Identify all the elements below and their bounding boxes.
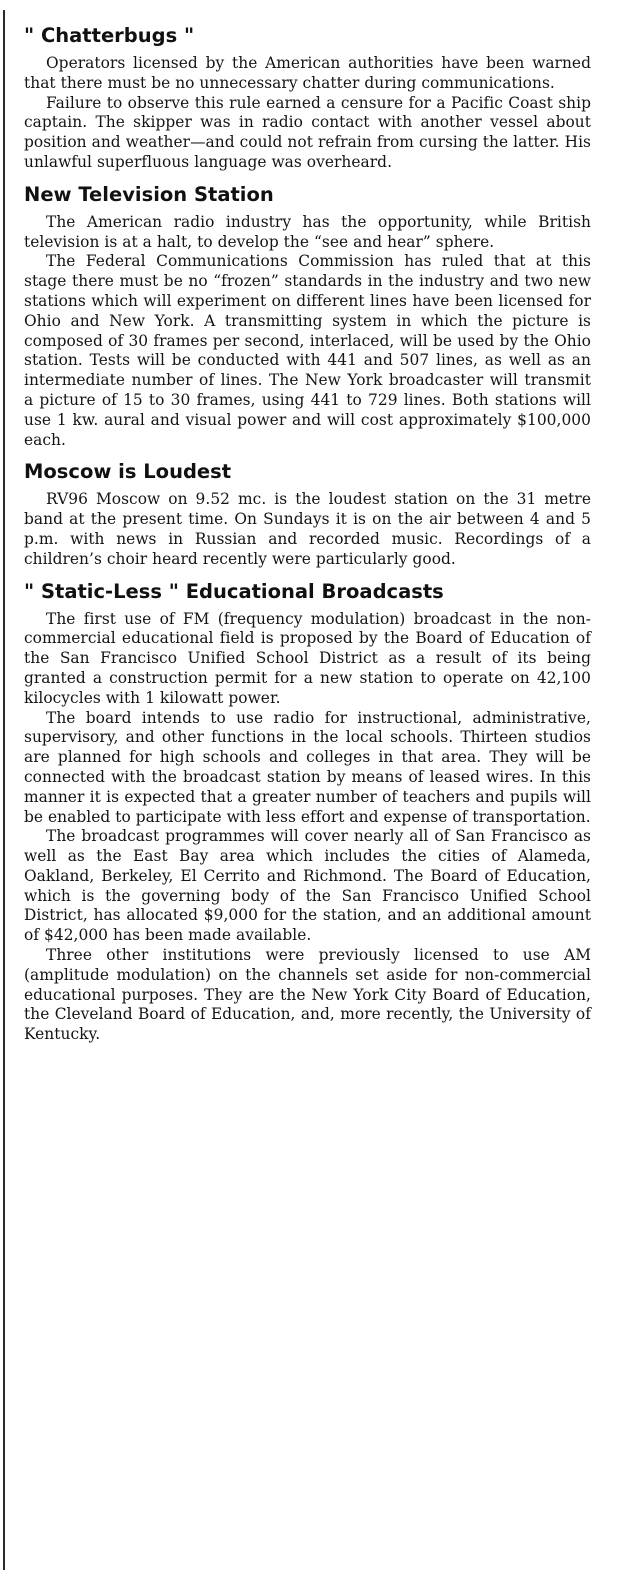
paragraph: Three other institutions were previously licensed to use AM (amplitude modulation) on the channels set aside for non-commercial educational purposes. They are the New York City Board of Education, the Cleveland Board of Education, and, more recently, the University of Kentucky. xyxy=(24,946,591,1044)
section-moscow-is-loudest xyxy=(24,460,591,569)
section-heading: " Static-Less " Educational Broadcasts xyxy=(24,579,444,603)
paragraph: The Federal Communications Commission has ruled that at this stage there must be no “frozen” standards in the industry and two new stations which will experiment on different lines have been licensed for Ohio and New York. A transmitting system in which the picture is composed of 30 frames per second, interlaced, will be used by the Ohio station. Tests will be conducted with 441 and 507 lines, as well as an intermediate number of lines. The New York broadcaster will transmit a picture of 15 to 30 frames, using 441 to 729 lines. Both stations will use 1 kw. aural and visual power and will cost approximately $100,000 each. xyxy=(24,252,591,449)
paragraph: The first use of FM (frequency modulation) broadcast in the non-commercial educational field is proposed by the Board of Education of the San Francisco Unified School District as a result of its being granted a construction permit for a new station to operate on 42,100 kilocycles with 1 kilowatt power. xyxy=(24,609,591,707)
section-heading: " Chatterbugs " xyxy=(24,24,195,47)
paragraph: Failure to observe this rule earned a censure for a Pacific Coast ship captain. The skipper was in radio contact with another vessel about position and weather—and could not refrain from cursing the latter. His unlawful superfluous language was overheard. xyxy=(24,93,591,171)
section-heading: Moscow is Loudest xyxy=(24,460,232,484)
paragraph: Operators licensed by the American authorities have been warned that there must be no unnecessary chatter during communications. xyxy=(24,54,591,92)
section-new-television-station xyxy=(24,183,591,451)
paragraph: The American radio industry has the opportunity, while British television is at a halt, to develop the “see and hear” sphere. xyxy=(24,212,591,251)
paragraph: The broadcast programmes will cover nearly all of San Francisco as well as the East Bay area which includes the cities of Alameda, Oakland, Berkeley, El Cerrito and Richmond. The Board of Education, which is the governing body of the San Francisco Unified School District, has allocated $9,000 for the station, and an additional amount of $42,000 has been made available. xyxy=(24,827,591,945)
column-rule xyxy=(3,10,5,1570)
section-static-less-broadcasts xyxy=(24,580,591,1046)
paragraph: The board intends to use radio for instructional, administrative, supervisory, and other functions in the local schools. Thirteen studios are planned for high schools and colleges in that area. They will be connected with the broadcast station by means of leased wires. In this manner it is expected that a greater number of teachers and pupils will be enabled to participate with less effort and expense of transportation. xyxy=(24,708,591,826)
section-heading: New Television Station xyxy=(24,182,274,206)
section-chatterbugs xyxy=(24,24,591,173)
paragraph: RV96 Moscow on 9.52 mc. is the loudest station on the 31 metre band at the present time. On Sundays it is on the air between 4 and 5 p.m. with news in Russian and recorded music. Recordings of a children’s choir heard recently were particularly good. xyxy=(24,490,591,568)
